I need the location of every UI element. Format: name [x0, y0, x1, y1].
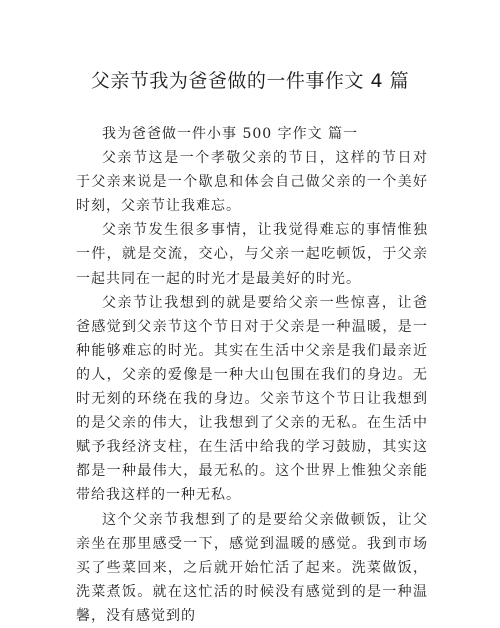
paragraph-3: 父亲节让我想到的就是要给父亲一些惊喜，让爸爸感觉到父亲节这个节日对于父亲是一种温暖，是一种能够难忘的时光。其实在生活中父亲是我们最亲近的人，父亲的爱像是一种大山包围在我们的身边。无时无刻的环绕在我的身边。父亲节这个节日让我想到的是父亲的伟大，让我想到了父亲的无私。在生活中赋予我经济支柱，在生活中给我的学习鼓励，其实这都是一种最伟大，最无私的。这个世界上惟独父亲能带给我这样的一种无私。 — [76, 294, 428, 504]
document-title: 父亲节我为爸爸做的一件事作文 4 篇 — [90, 70, 410, 92]
paragraph-1: 父亲节这是一个孝敬父亲的节日，这样的节日对于父亲来说是一个歇息和体会自己做父亲的一个美好时刻，父亲节让我难忘。 — [76, 150, 428, 215]
paragraph-2: 父亲节发生很多事情，让我觉得难忘的事情惟独一件，就是交流，交心，与父亲一起吃顿饭，于父亲一起共同在一起的时光才是最美好的时光。 — [76, 222, 428, 287]
document-body — [76, 122, 428, 628]
paragraph-4: 这个父亲节我想到了的是要给父亲做顿饭，让父亲坐在那里感受一下，感觉到温暖的感觉。我到市场买了些菜回来，之后就开始忙活了起来。洗菜做饭，洗菜煮饭。就在这忙活的时候没有感觉到的是一种温馨，没有感觉到的 — [76, 511, 428, 624]
essay-subtitle: 我为爸爸做一件小事 500 字作文 篇一 — [102, 126, 359, 142]
